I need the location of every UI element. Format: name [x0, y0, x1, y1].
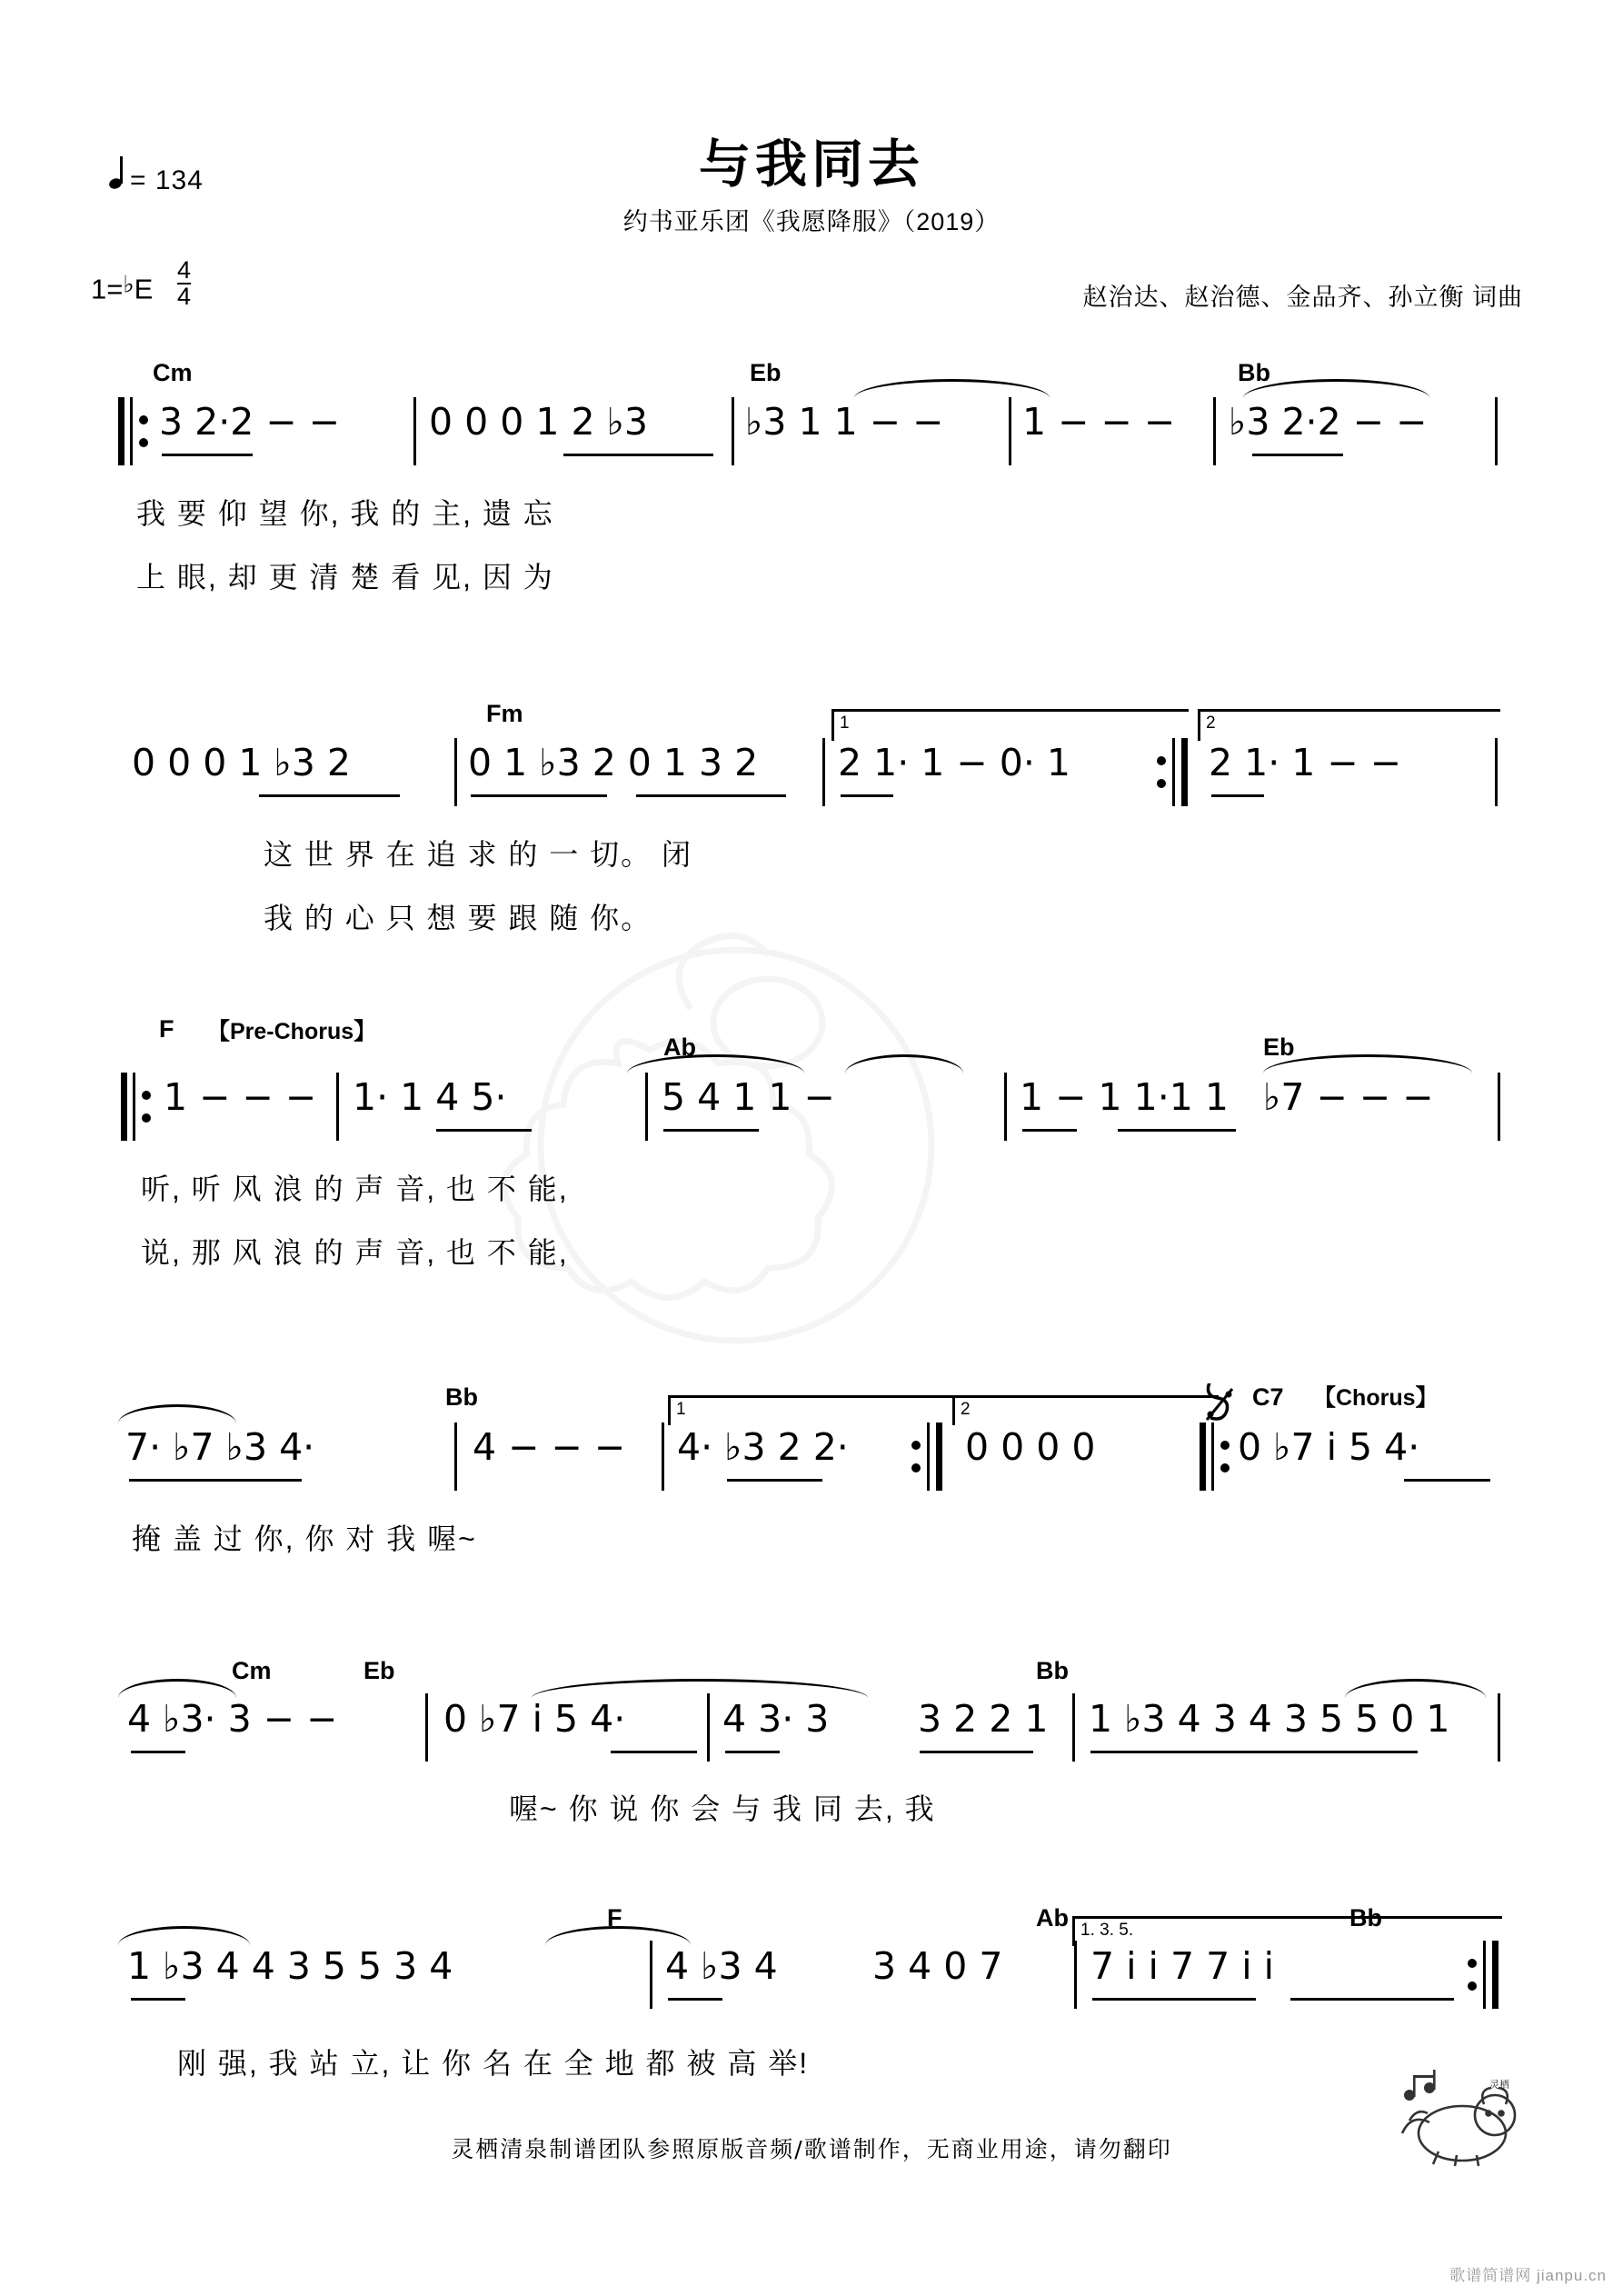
volta-bracket-1: [831, 709, 1189, 741]
chord-symbol: Cm: [153, 359, 193, 386]
measure-notes: 1 − − −: [1022, 400, 1176, 444]
repeat-start-barline: [1200, 1423, 1206, 1491]
music-system-5: [0, 1641, 1623, 1877]
repeat-dots-icon: [138, 412, 151, 454]
barline: [1211, 1423, 1214, 1491]
barline: [1498, 1073, 1500, 1141]
slur: [854, 379, 1050, 398]
slur: [118, 1679, 236, 1698]
measure-notes: 4 ♭3 4: [665, 1944, 778, 1988]
measure-notes: 7· ♭7 ♭3 4·: [125, 1425, 315, 1469]
measure-notes: 3 2·2 − −: [159, 400, 341, 444]
measure-notes: 1 − 1 1·1 1: [1020, 1075, 1229, 1119]
barline: [413, 397, 416, 465]
barline: [1213, 397, 1216, 465]
lyric-line: 听, 听 风 浪 的 声 音, 也 不 能,: [141, 1173, 569, 1205]
music-system-3: [0, 1013, 1623, 1304]
volta-number: 1: [840, 714, 850, 733]
beam-underline: [1118, 1129, 1236, 1132]
chord-symbol: C7: [1252, 1383, 1284, 1411]
measure-notes: 0 0 0 1 ♭3 2: [132, 741, 352, 784]
chord-symbol: F: [159, 1015, 174, 1043]
barline: [707, 1693, 710, 1762]
repeat-start-barline: [121, 1073, 127, 1141]
beam-underline: [663, 1129, 759, 1132]
barline: [732, 397, 734, 465]
barline: [1495, 738, 1498, 806]
measure-notes: 0 0 0 0: [965, 1425, 1096, 1469]
measure-notes: 0 ♭7 i 5 4·: [443, 1697, 626, 1741]
lyric-line: 说, 那 风 浪 的 声 音, 也 不 能,: [141, 1236, 569, 1269]
measure-notes: 0 0 0 1 2 ♭3: [429, 400, 649, 444]
barline: [1498, 1693, 1500, 1762]
volta-bracket-2: [1198, 709, 1500, 741]
measure-notes: 0 1 ♭3 2 0 1 3 2: [468, 741, 759, 784]
measure-notes: 3 2 2 1: [918, 1697, 1049, 1741]
volta-bracket-1: [668, 1395, 952, 1425]
repeat-dots-icon: [1467, 1955, 1479, 1997]
barline: [133, 1073, 135, 1141]
measure-notes: 1 ♭3 4 4 3 5 5 3 4: [127, 1944, 453, 1988]
chord-symbol: Bb: [1238, 359, 1270, 386]
ending-bracket-135: [1072, 1916, 1502, 1946]
chord-symbol: Bb: [1349, 1904, 1382, 1932]
barline: [1004, 1073, 1007, 1141]
measure-notes: 2 1· 1 − −: [1209, 741, 1402, 784]
music-system-6: [0, 1886, 1623, 2141]
time-signature: [176, 256, 191, 310]
measure-notes: 4 − − −: [473, 1425, 626, 1469]
measure-notes: 5 4 1 1 −: [662, 1075, 835, 1119]
beam-underline: [471, 794, 607, 797]
barline: [1495, 397, 1498, 465]
barline: [454, 738, 457, 806]
beam-underline: [725, 1751, 780, 1753]
measure-notes: 1· 1 4 5·: [353, 1075, 507, 1119]
repeat-end-barline: [1492, 1941, 1499, 2009]
chord-symbol: Ab: [663, 1033, 696, 1061]
music-system-4: [0, 1363, 1623, 1618]
measure-notes: 1 − − −: [164, 1075, 317, 1119]
beam-underline: [162, 454, 253, 456]
barline: [425, 1693, 428, 1762]
music-system-2: [0, 700, 1623, 973]
repeat-end-barline: [936, 1423, 942, 1491]
measure-notes: ♭3 1 1 − −: [745, 400, 944, 444]
slur: [545, 1926, 691, 1945]
song-credit: 赵治达、赵治德、金品齐、孙立衡 词曲: [1082, 284, 1523, 311]
beam-underline: [259, 794, 400, 797]
beam-underline: [563, 454, 713, 456]
measure-notes: 4· ♭3 2 2·: [677, 1425, 849, 1469]
lyric-line: 我 的 心 只 想 要 跟 随 你。: [264, 902, 652, 934]
repeat-end-barline: [1181, 738, 1188, 806]
volta-number: 2: [1206, 714, 1216, 733]
footer-note: 灵栖清泉制谱团队参照原版音频/歌谱制作，无商业用途，请勿翻印: [451, 2136, 1172, 2162]
beam-underline: [1404, 1479, 1490, 1482]
team-logo-icon: [1382, 2068, 1528, 2177]
beam-underline: [1252, 454, 1343, 456]
measure-notes: ♭3 2·2 − −: [1229, 400, 1428, 444]
measure-notes: 4 3· 3: [722, 1697, 830, 1741]
barline: [1483, 1941, 1486, 2009]
measure-notes: 0 ♭7 i 5 4·: [1238, 1425, 1420, 1469]
slur: [845, 1054, 963, 1073]
beam-underline: [668, 1998, 722, 2001]
beam-underline: [436, 1129, 532, 1132]
beam-underline: [1090, 1751, 1418, 1753]
measure-notes: 2 1· 1 − 0· 1: [838, 741, 1071, 784]
song-title: 与我同去: [699, 135, 924, 194]
barline: [130, 397, 133, 465]
tempo-value: = 134: [130, 165, 204, 195]
key-label: 1=: [91, 273, 124, 305]
beam-underline: [841, 794, 893, 797]
beam-underline: [131, 1998, 185, 2001]
chord-symbol: Eb: [750, 359, 782, 386]
repeat-dots-icon: [1156, 753, 1169, 794]
lyric-line: 刚 强, 我 站 立, 让 你 名 在 全 地 都 被 高 举!: [177, 2047, 810, 2080]
repeat-dots-icon: [911, 1437, 923, 1479]
slur: [532, 1679, 868, 1698]
volta-number: 2: [961, 1400, 971, 1419]
repeat-start-barline: [118, 397, 124, 465]
volta-number: 1: [676, 1400, 686, 1419]
chord-symbol: Ab: [1036, 1904, 1069, 1932]
chord-symbol: Eb: [1263, 1033, 1295, 1061]
barline: [1009, 397, 1011, 465]
volta-bracket-2: [952, 1395, 1219, 1425]
barline: [645, 1073, 648, 1141]
beam-underline: [131, 1751, 185, 1753]
beam-underline: [727, 1479, 822, 1482]
lyric-line: 我 要 仰 望 你, 我 的 主, 遗 忘: [136, 497, 554, 530]
key-letter: E: [134, 273, 154, 305]
measure-notes: 3 4 0 7: [872, 1944, 1003, 1988]
chord-symbol: Eb: [363, 1657, 395, 1684]
lyric-line: 掩 盖 过 你, 你 对 我 喔~: [132, 1522, 477, 1555]
measure-notes: 4 ♭3· 3 − −: [127, 1697, 338, 1741]
barline: [927, 1423, 930, 1491]
chord-symbol: Bb: [445, 1383, 478, 1411]
lyric-line: 喔~ 你 说 你 会 与 我 同 去, 我: [509, 1792, 936, 1825]
chord-symbol: Fm: [486, 700, 523, 727]
slur: [118, 1926, 250, 1945]
song-subtitle: 约书亚乐团《我愿降服》（2019）: [622, 208, 1001, 235]
site-watermark: 歌谱简谱网 jianpu.cn: [1449, 2267, 1607, 2284]
chord-symbol: F: [607, 1904, 622, 1932]
beam-underline: [1092, 1998, 1256, 2001]
key-accidental: ♭: [123, 270, 134, 298]
beam-underline: [1290, 1998, 1454, 2001]
pre-chorus-marker: 【Pre-Chorus】: [207, 1019, 377, 1044]
lyric-line: 上 眼, 却 更 清 楚 看 见, 因 为: [136, 561, 554, 594]
beam-underline: [1211, 794, 1264, 797]
barline: [662, 1423, 664, 1491]
barline: [336, 1073, 339, 1141]
measure-notes: ♭7 − − −: [1263, 1075, 1434, 1119]
barline: [822, 738, 825, 806]
measure-notes: 7 i i 7 7 i i: [1090, 1944, 1275, 1988]
music-system-1: [0, 359, 1623, 632]
chord-symbol: Cm: [232, 1657, 272, 1684]
barline: [1072, 1693, 1075, 1762]
time-signature-denominator: 4: [176, 282, 191, 310]
chord-symbol: Bb: [1036, 1657, 1069, 1684]
repeat-dots-icon: [141, 1087, 154, 1129]
slur: [627, 1054, 804, 1073]
beam-underline: [636, 794, 786, 797]
barline: [1074, 1941, 1077, 2009]
beam-underline: [611, 1751, 697, 1753]
barline: [1172, 738, 1175, 806]
time-signature-numerator: 4: [176, 256, 191, 284]
slur: [118, 1404, 236, 1423]
key-signature: [91, 256, 191, 310]
barline: [454, 1423, 457, 1491]
repeat-dots-icon: [1220, 1437, 1232, 1479]
measure-notes: 1 ♭3 4 3 4 3 5 5 0 1: [1089, 1697, 1450, 1741]
lyric-line: 这 世 界 在 追 求 的 一 切。 闭: [264, 838, 693, 871]
slur: [1345, 1679, 1486, 1698]
barline: [650, 1941, 652, 2009]
svg-text:灵栖: 灵栖: [1489, 2079, 1509, 2091]
beam-underline: [129, 1479, 302, 1482]
slur: [1243, 379, 1429, 398]
beam-underline: [920, 1751, 1033, 1753]
beam-underline: [1022, 1129, 1077, 1132]
ending-label: 1. 3. 5.: [1080, 1921, 1134, 1940]
chorus-marker: 【Chorus】: [1313, 1385, 1439, 1411]
